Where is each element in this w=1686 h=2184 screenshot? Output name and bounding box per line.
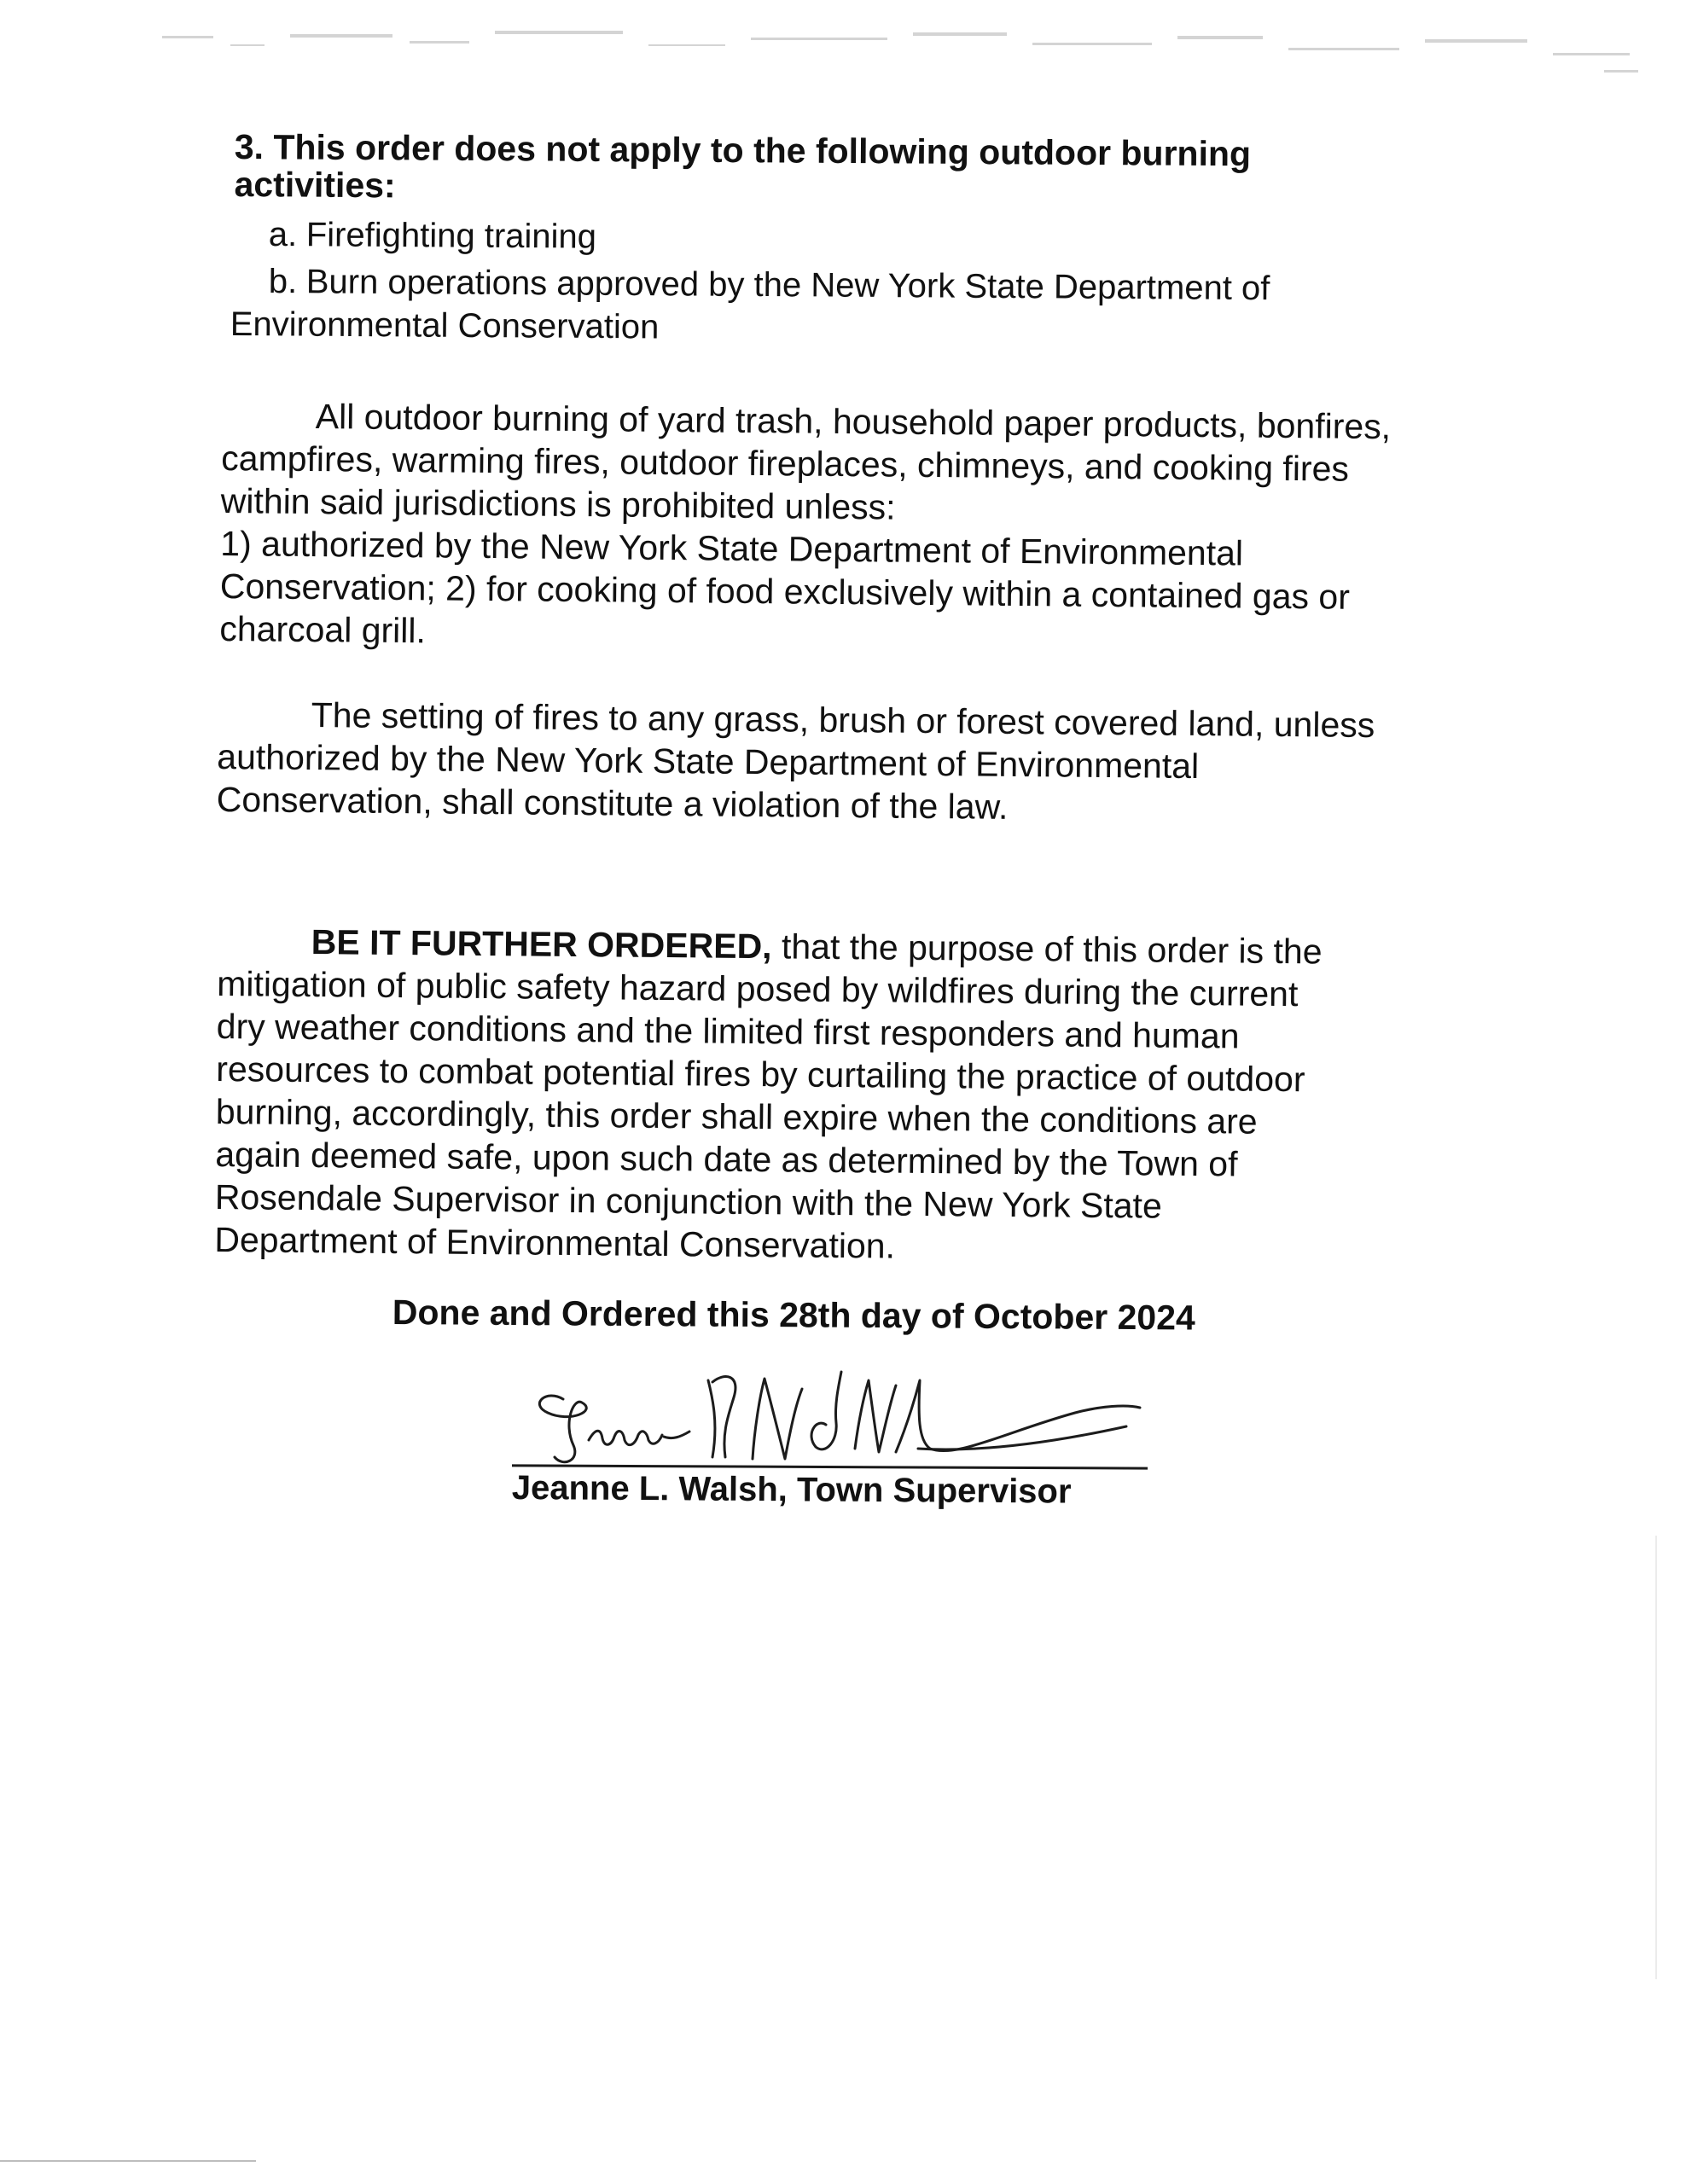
burning-line-1: All outdoor burning of yard trash, household paper products, bonfires, xyxy=(315,397,1392,447)
scan-artifact-strip xyxy=(154,19,1655,87)
item-a-text: Firefighting training xyxy=(305,216,597,256)
burning-line-2: campfires, warming fires, outdoor fireplaces, chimneys, and cooking fires xyxy=(221,438,1350,489)
exemption-item-b-continuation: Environmental Conservation xyxy=(230,305,660,346)
ordered-line-8: Department of Environmental Conservation. xyxy=(214,1219,896,1266)
item-b-marker: b. xyxy=(268,262,298,301)
item-a-marker: a. xyxy=(268,215,298,254)
further-ordered-paragraph xyxy=(214,920,1463,1273)
further-ordered-lead: BE IT FURTHER ORDERED, xyxy=(311,922,772,967)
ordered-line-7: Rosendale Supervisor in conjunction with the New York State xyxy=(214,1176,1162,1226)
burning-line-6: charcoal grill. xyxy=(219,608,427,651)
ordered-line-3: dry weather conditions and the limited first responders and human xyxy=(216,1006,1240,1056)
burning-line-3: within said jurisdictions is prohibited unless: xyxy=(220,480,896,527)
section-3-heading xyxy=(234,128,1378,211)
section-3-heading-line1: 3. This order does not apply to the following outdoor burning xyxy=(234,127,1252,174)
ordered-line-6: again deemed safe, upon such date as determined by the Town of xyxy=(215,1134,1238,1184)
ordered-line-5: burning, accordingly, this order shall expire when the conditions are xyxy=(215,1091,1258,1141)
fires-line-1: The setting of fires to any grass, brush or forest covered land, unless xyxy=(311,695,1375,746)
ordered-line-1: that the purpose of this order is the xyxy=(771,926,1323,972)
section-3-heading-line2: activities: xyxy=(234,164,396,206)
exemption-item-a xyxy=(269,213,597,258)
ordered-line-4: resources to combat potential fires by curtailing the practice of outdoor xyxy=(216,1048,1305,1100)
fires-line-3: Conservation, shall constitute a violation of the law. xyxy=(216,779,1009,827)
ordered-line-2: mitigation of public safety hazard posed by wildfires during the current xyxy=(217,963,1299,1014)
fire-setting-paragraph xyxy=(217,693,1463,833)
burning-line-5: Conservation; 2) for cooking of food exclusively within a contained gas or xyxy=(219,566,1351,617)
handwritten-signature xyxy=(529,1363,1143,1474)
item-b-text-line1: Burn operations approved by the New York State Department of xyxy=(305,263,1270,308)
burning-prohibition-paragraph xyxy=(219,394,1468,662)
exemption-item-b xyxy=(269,260,1412,311)
scan-edge-line xyxy=(1655,1536,1657,1979)
burning-line-4: 1) authorized by the New York State Department of Environmental xyxy=(220,523,1244,573)
signer-name: Jeanne L. Walsh, Town Supervisor xyxy=(511,1469,1072,1511)
done-and-ordered-line: Done and Ordered this 28th day of October 2024 xyxy=(392,1292,1195,1338)
scan-bottom-line xyxy=(0,2160,256,2162)
fires-line-2: authorized by the New York State Department of Environmental xyxy=(217,736,1200,787)
